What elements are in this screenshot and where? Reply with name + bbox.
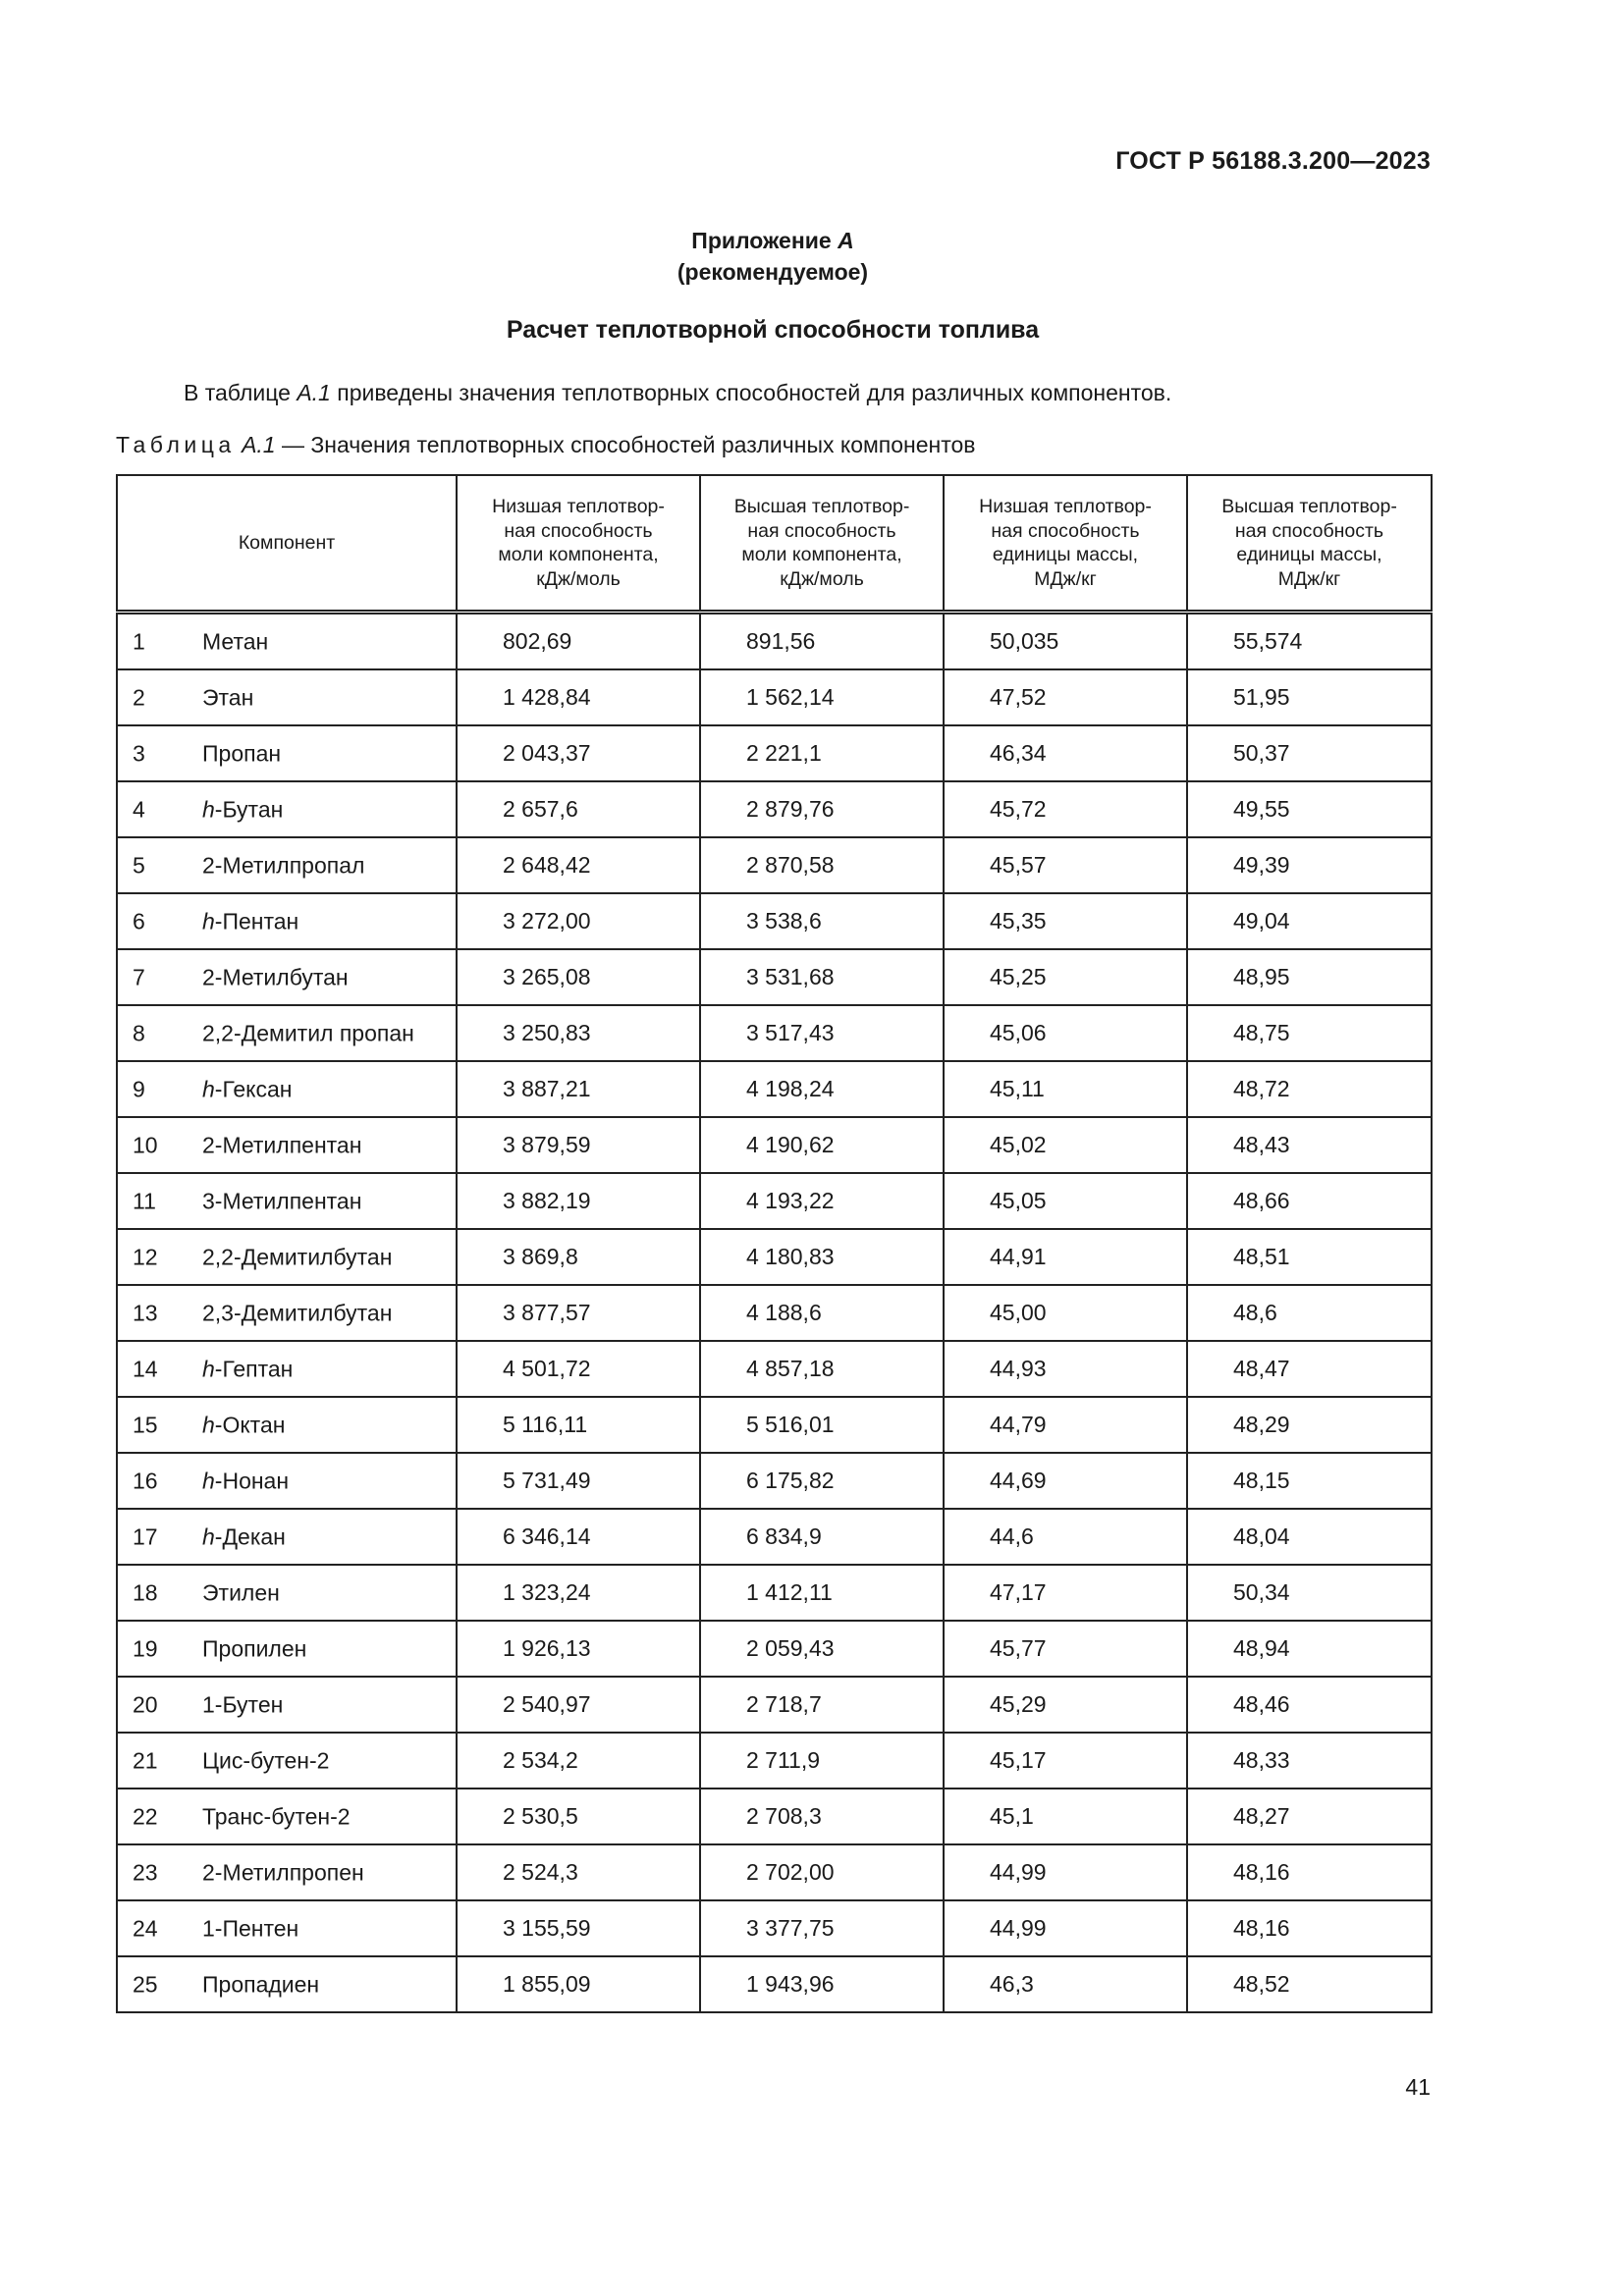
header-line: МДж/кг xyxy=(1277,567,1341,590)
component-cell xyxy=(117,1509,457,1565)
lhv-mass-cell: 44,69 xyxy=(944,1453,1187,1509)
hhv-mol-cell: 5 516,01 xyxy=(700,1397,944,1453)
component-cell xyxy=(117,1956,457,2012)
hhv-mol-cell: 2 718,7 xyxy=(700,1677,944,1733)
component-name xyxy=(202,1020,414,1046)
heating-values-table xyxy=(116,474,1433,2013)
hhv-mass-cell: 50,34 xyxy=(1187,1565,1432,1621)
appendix-title xyxy=(0,225,1545,256)
hhv-mol-cell: 4 188,6 xyxy=(700,1285,944,1341)
component-cell xyxy=(117,1173,457,1229)
hhv-mass-cell: 48,46 xyxy=(1187,1677,1432,1733)
header-component: Компонент xyxy=(117,475,457,613)
lhv-mass-cell: 45,72 xyxy=(944,781,1187,837)
table-row xyxy=(117,1117,1432,1173)
lhv-mass-cell: 45,11 xyxy=(944,1061,1187,1117)
component-name xyxy=(202,628,268,655)
row-number: 16 xyxy=(133,1468,158,1493)
component-name xyxy=(202,1747,329,1774)
header-line: Низшая теплотвор- xyxy=(492,496,665,517)
header-line: кДж/моль xyxy=(536,567,621,590)
lhv-mol-cell: 3 265,08 xyxy=(457,949,700,1005)
component-name xyxy=(202,740,281,767)
lhv-mol-cell: 3 879,59 xyxy=(457,1117,700,1173)
lhv-mass-cell: 44,99 xyxy=(944,1844,1187,1900)
hhv-mass-cell: 48,95 xyxy=(1187,949,1432,1005)
hhv-mass-cell: 48,6 xyxy=(1187,1285,1432,1341)
component-name-text: 2-Метилпропен xyxy=(202,1859,364,1885)
row-number: 11 xyxy=(133,1188,156,1213)
table-row xyxy=(117,837,1432,893)
component-name xyxy=(202,1188,361,1214)
component-name-text: 1-Бутен xyxy=(202,1691,284,1717)
hhv-mol-cell: 1 562,14 xyxy=(700,669,944,725)
component-name-text: -Декан xyxy=(214,1523,286,1549)
table-row xyxy=(117,1621,1432,1677)
header-lhv-mass xyxy=(944,475,1187,613)
component-name-text: 2,2-Демитилбутан xyxy=(202,1244,393,1269)
component-cell xyxy=(117,1229,457,1285)
table-row xyxy=(117,949,1432,1005)
row-number: 23 xyxy=(133,1859,158,1885)
table-row xyxy=(117,1061,1432,1117)
component-name-text: 2,3-Демитилбутан xyxy=(202,1300,393,1325)
table-row xyxy=(117,613,1432,670)
lhv-mol-cell: 2 043,37 xyxy=(457,725,700,781)
hhv-mass-cell: 48,43 xyxy=(1187,1117,1432,1173)
row-number: 13 xyxy=(133,1300,158,1325)
component-name-text: 2,2-Демитил пропан xyxy=(202,1020,414,1045)
table-row xyxy=(117,1509,1432,1565)
row-number: 14 xyxy=(133,1356,158,1381)
header-line: ная способность xyxy=(747,519,896,542)
caption-text: — Значения теплотворных способностей различных компонентов xyxy=(275,432,976,457)
row-number: 3 xyxy=(133,740,145,766)
hhv-mol-cell: 4 190,62 xyxy=(700,1117,944,1173)
row-number: 6 xyxy=(133,908,145,934)
row-number: 5 xyxy=(133,852,145,878)
component-cell xyxy=(117,949,457,1005)
hhv-mass-cell: 48,16 xyxy=(1187,1900,1432,1956)
hhv-mol-cell: 891,56 xyxy=(700,613,944,670)
table-row xyxy=(117,669,1432,725)
component-cell xyxy=(117,1117,457,1173)
component-name-text: Этан xyxy=(202,684,254,710)
row-number: 18 xyxy=(133,1579,158,1605)
table-body xyxy=(117,613,1432,2013)
hhv-mol-cell: 1 412,11 xyxy=(700,1565,944,1621)
lhv-mass-cell: 45,77 xyxy=(944,1621,1187,1677)
component-prefix: h xyxy=(202,1523,215,1549)
table-row xyxy=(117,1173,1432,1229)
appendix-heading xyxy=(0,225,1545,288)
component-name-text: -Пентан xyxy=(214,908,299,934)
component-cell xyxy=(117,1621,457,1677)
component-name xyxy=(202,1356,293,1382)
hhv-mol-cell: 2 870,58 xyxy=(700,837,944,893)
component-cell xyxy=(117,613,457,670)
hhv-mol-cell: 3 531,68 xyxy=(700,949,944,1005)
lhv-mol-cell: 3 155,59 xyxy=(457,1900,700,1956)
component-cell xyxy=(117,1341,457,1397)
hhv-mol-cell: 2 708,3 xyxy=(700,1789,944,1844)
row-number: 21 xyxy=(133,1747,158,1773)
caption-table-ref: А.1 xyxy=(242,432,276,457)
table-row xyxy=(117,1229,1432,1285)
component-cell xyxy=(117,1900,457,1956)
row-number: 19 xyxy=(133,1635,158,1661)
hhv-mass-cell: 48,47 xyxy=(1187,1341,1432,1397)
component-name xyxy=(202,1468,289,1494)
component-name-text: -Октан xyxy=(214,1412,286,1437)
row-number: 9 xyxy=(133,1076,145,1101)
appendix-status: (рекомендуемое) xyxy=(677,259,869,285)
component-cell xyxy=(117,893,457,949)
header-line: единицы массы, xyxy=(1236,544,1382,565)
lhv-mol-cell: 802,69 xyxy=(457,613,700,670)
lhv-mol-cell: 3 877,57 xyxy=(457,1285,700,1341)
lhv-mol-cell: 2 540,97 xyxy=(457,1677,700,1733)
hhv-mass-cell: 48,04 xyxy=(1187,1509,1432,1565)
component-name xyxy=(202,1859,364,1886)
component-name xyxy=(202,796,283,823)
component-cell xyxy=(117,1285,457,1341)
hhv-mol-cell: 6 834,9 xyxy=(700,1509,944,1565)
hhv-mass-cell: 48,15 xyxy=(1187,1453,1432,1509)
appendix-letter: А xyxy=(838,228,854,253)
component-cell xyxy=(117,781,457,837)
table-row xyxy=(117,1677,1432,1733)
header-line: моли компонента, xyxy=(741,544,902,565)
hhv-mol-cell: 4 180,83 xyxy=(700,1229,944,1285)
component-name xyxy=(202,1412,285,1438)
component-cell xyxy=(117,1005,457,1061)
hhv-mass-cell: 55,574 xyxy=(1187,613,1432,670)
header-line: Высшая теплотвор- xyxy=(733,496,910,517)
lhv-mass-cell: 45,35 xyxy=(944,893,1187,949)
hhv-mol-cell: 3 538,6 xyxy=(700,893,944,949)
lhv-mol-cell: 1 428,84 xyxy=(457,669,700,725)
row-number: 12 xyxy=(133,1244,158,1269)
lhv-mol-cell: 3 272,00 xyxy=(457,893,700,949)
table-header-row xyxy=(117,475,1432,613)
header-hhv-mass xyxy=(1187,475,1432,613)
lhv-mass-cell: 45,29 xyxy=(944,1677,1187,1733)
hhv-mol-cell: 6 175,82 xyxy=(700,1453,944,1509)
component-name xyxy=(202,684,253,711)
caption-word: Таблица xyxy=(116,432,236,457)
row-number: 7 xyxy=(133,964,145,989)
component-name xyxy=(202,852,364,879)
intro-text-after: приведены значения теплотворных способностей для различных компонентов. xyxy=(330,380,1172,405)
component-cell xyxy=(117,1844,457,1900)
table-row xyxy=(117,1341,1432,1397)
component-name xyxy=(202,908,298,934)
table-row xyxy=(117,1397,1432,1453)
lhv-mass-cell: 47,52 xyxy=(944,669,1187,725)
lhv-mass-cell: 46,34 xyxy=(944,725,1187,781)
lhv-mass-cell: 44,6 xyxy=(944,1509,1187,1565)
component-name-text: Метан xyxy=(202,628,269,654)
component-prefix: h xyxy=(202,1076,215,1101)
component-name-text: Пропилен xyxy=(202,1635,307,1661)
component-name xyxy=(202,1579,280,1606)
row-number: 25 xyxy=(133,1971,158,1997)
header-line: ная способность xyxy=(504,519,653,542)
component-name xyxy=(202,1076,292,1102)
lhv-mass-cell: 45,05 xyxy=(944,1173,1187,1229)
lhv-mass-cell: 44,79 xyxy=(944,1397,1187,1453)
component-cell xyxy=(117,1453,457,1509)
component-prefix: h xyxy=(202,796,215,822)
component-name xyxy=(202,1803,351,1830)
header-line: ная способность xyxy=(1234,519,1384,542)
page-number: 41 xyxy=(1405,2074,1431,2100)
header-line: ная способность xyxy=(991,519,1140,542)
document-code: ГОСТ Р 56188.3.200—2023 xyxy=(1115,147,1431,175)
lhv-mol-cell: 3 882,19 xyxy=(457,1173,700,1229)
hhv-mass-cell: 48,94 xyxy=(1187,1621,1432,1677)
lhv-mol-cell: 2 524,3 xyxy=(457,1844,700,1900)
table-row xyxy=(117,1956,1432,2012)
header-hhv-mol xyxy=(700,475,944,613)
lhv-mol-cell: 1 855,09 xyxy=(457,1956,700,2012)
component-name-text: -Гексан xyxy=(214,1076,293,1101)
component-name-text: -Гептан xyxy=(214,1356,294,1381)
hhv-mass-cell: 48,72 xyxy=(1187,1061,1432,1117)
lhv-mol-cell: 3 869,8 xyxy=(457,1229,700,1285)
lhv-mass-cell: 45,25 xyxy=(944,949,1187,1005)
table-row xyxy=(117,725,1432,781)
hhv-mass-cell: 48,66 xyxy=(1187,1173,1432,1229)
hhv-mass-cell: 48,52 xyxy=(1187,1956,1432,2012)
table-row xyxy=(117,1005,1432,1061)
hhv-mol-cell: 3 517,43 xyxy=(700,1005,944,1061)
lhv-mol-cell: 3 250,83 xyxy=(457,1005,700,1061)
table-row xyxy=(117,893,1432,949)
hhv-mol-cell: 4 198,24 xyxy=(700,1061,944,1117)
hhv-mol-cell: 3 377,75 xyxy=(700,1900,944,1956)
hhv-mass-cell: 48,29 xyxy=(1187,1397,1432,1453)
component-cell xyxy=(117,1397,457,1453)
lhv-mol-cell: 6 346,14 xyxy=(457,1509,700,1565)
component-cell xyxy=(117,837,457,893)
hhv-mol-cell: 2 879,76 xyxy=(700,781,944,837)
lhv-mass-cell: 45,1 xyxy=(944,1789,1187,1844)
component-prefix: h xyxy=(202,908,215,934)
component-name-text: Этилен xyxy=(202,1579,280,1605)
lhv-mol-cell: 1 323,24 xyxy=(457,1565,700,1621)
component-name xyxy=(202,1132,361,1158)
table-row xyxy=(117,1844,1432,1900)
hhv-mol-cell: 1 943,96 xyxy=(700,1956,944,2012)
component-cell xyxy=(117,1565,457,1621)
table-caption xyxy=(116,432,976,458)
hhv-mol-cell: 2 059,43 xyxy=(700,1621,944,1677)
component-name xyxy=(202,1300,392,1326)
lhv-mol-cell: 1 926,13 xyxy=(457,1621,700,1677)
component-name xyxy=(202,1523,286,1550)
component-prefix: h xyxy=(202,1468,215,1493)
table-row xyxy=(117,1565,1432,1621)
row-number: 22 xyxy=(133,1803,158,1829)
component-name xyxy=(202,1971,319,1998)
hhv-mass-cell: 48,16 xyxy=(1187,1844,1432,1900)
component-name xyxy=(202,1691,283,1718)
lhv-mol-cell: 2 648,42 xyxy=(457,837,700,893)
lhv-mass-cell: 45,17 xyxy=(944,1733,1187,1789)
intro-text-before: В таблице xyxy=(184,380,298,405)
row-number: 1 xyxy=(133,628,145,654)
component-cell xyxy=(117,1677,457,1733)
row-number: 24 xyxy=(133,1915,158,1941)
table-row xyxy=(117,1733,1432,1789)
hhv-mass-cell: 49,04 xyxy=(1187,893,1432,949)
header-line: Высшая теплотвор- xyxy=(1221,496,1397,517)
component-prefix: h xyxy=(202,1412,215,1437)
lhv-mol-cell: 2 657,6 xyxy=(457,781,700,837)
component-name-text: Пропан xyxy=(202,740,282,766)
lhv-mol-cell: 3 887,21 xyxy=(457,1061,700,1117)
hhv-mol-cell: 2 711,9 xyxy=(700,1733,944,1789)
lhv-mass-cell: 45,02 xyxy=(944,1117,1187,1173)
lhv-mass-cell: 50,035 xyxy=(944,613,1187,670)
row-number: 4 xyxy=(133,796,145,822)
hhv-mass-cell: 51,95 xyxy=(1187,669,1432,725)
section-title: Расчет теплотворной способности топлива xyxy=(506,316,1040,344)
header-line: единицы массы, xyxy=(992,544,1139,565)
header-line: Низшая теплотвор- xyxy=(979,496,1152,517)
lhv-mass-cell: 45,06 xyxy=(944,1005,1187,1061)
component-name-text: 2-Метилбутан xyxy=(202,964,349,989)
table-row xyxy=(117,1453,1432,1509)
hhv-mol-cell: 2 702,00 xyxy=(700,1844,944,1900)
intro-paragraph xyxy=(184,380,1171,406)
component-name-text: -Нонан xyxy=(214,1468,290,1493)
hhv-mol-cell: 4 857,18 xyxy=(700,1341,944,1397)
component-name xyxy=(202,1244,392,1270)
component-name-text: Цис-бутен-2 xyxy=(202,1747,330,1773)
lhv-mol-cell: 5 731,49 xyxy=(457,1453,700,1509)
component-name xyxy=(202,1635,306,1662)
component-name-text: 2-Метилпропал xyxy=(202,852,365,878)
component-name-text: 1-Пентен xyxy=(202,1915,299,1941)
row-number: 20 xyxy=(133,1691,158,1717)
table-row xyxy=(117,1900,1432,1956)
table-row xyxy=(117,781,1432,837)
lhv-mass-cell: 44,93 xyxy=(944,1341,1187,1397)
row-number: 15 xyxy=(133,1412,158,1437)
hhv-mol-cell: 2 221,1 xyxy=(700,725,944,781)
component-cell xyxy=(117,1733,457,1789)
lhv-mol-cell: 5 116,11 xyxy=(457,1397,700,1453)
component-name-text: 2-Метилпентан xyxy=(202,1132,362,1157)
row-number: 2 xyxy=(133,684,145,710)
hhv-mass-cell: 49,55 xyxy=(1187,781,1432,837)
component-name-text: 3-Метилпентан xyxy=(202,1188,362,1213)
component-cell xyxy=(117,669,457,725)
hhv-mass-cell: 50,37 xyxy=(1187,725,1432,781)
row-number: 10 xyxy=(133,1132,158,1157)
component-name xyxy=(202,964,349,990)
header-lhv-mol xyxy=(457,475,700,613)
header-line: моли компонента, xyxy=(498,544,659,565)
hhv-mol-cell: 4 193,22 xyxy=(700,1173,944,1229)
header-line: МДж/кг xyxy=(1034,567,1097,590)
lhv-mol-cell: 2 530,5 xyxy=(457,1789,700,1844)
intro-table-ref: А.1 xyxy=(297,380,331,405)
component-cell xyxy=(117,1061,457,1117)
hhv-mass-cell: 48,51 xyxy=(1187,1229,1432,1285)
component-name-text: Транс-бутен-2 xyxy=(202,1803,351,1829)
lhv-mass-cell: 45,00 xyxy=(944,1285,1187,1341)
hhv-mass-cell: 48,75 xyxy=(1187,1005,1432,1061)
hhv-mass-cell: 48,27 xyxy=(1187,1789,1432,1844)
component-name xyxy=(202,1915,298,1942)
component-name-text: -Бутан xyxy=(214,796,284,822)
lhv-mass-cell: 44,99 xyxy=(944,1900,1187,1956)
component-cell xyxy=(117,1789,457,1844)
lhv-mol-cell: 4 501,72 xyxy=(457,1341,700,1397)
component-cell xyxy=(117,725,457,781)
lhv-mass-cell: 45,57 xyxy=(944,837,1187,893)
row-number: 8 xyxy=(133,1020,145,1045)
lhv-mass-cell: 47,17 xyxy=(944,1565,1187,1621)
component-prefix: h xyxy=(202,1356,215,1381)
hhv-mass-cell: 48,33 xyxy=(1187,1733,1432,1789)
header-line: кДж/моль xyxy=(780,567,864,590)
table-row xyxy=(117,1285,1432,1341)
lhv-mass-cell: 46,3 xyxy=(944,1956,1187,2012)
lhv-mass-cell: 44,91 xyxy=(944,1229,1187,1285)
appendix-word: Приложение xyxy=(691,228,832,253)
component-name-text: Пропадиен xyxy=(202,1971,320,1997)
row-number: 17 xyxy=(133,1523,158,1549)
lhv-mol-cell: 2 534,2 xyxy=(457,1733,700,1789)
hhv-mass-cell: 49,39 xyxy=(1187,837,1432,893)
table-row xyxy=(117,1789,1432,1844)
